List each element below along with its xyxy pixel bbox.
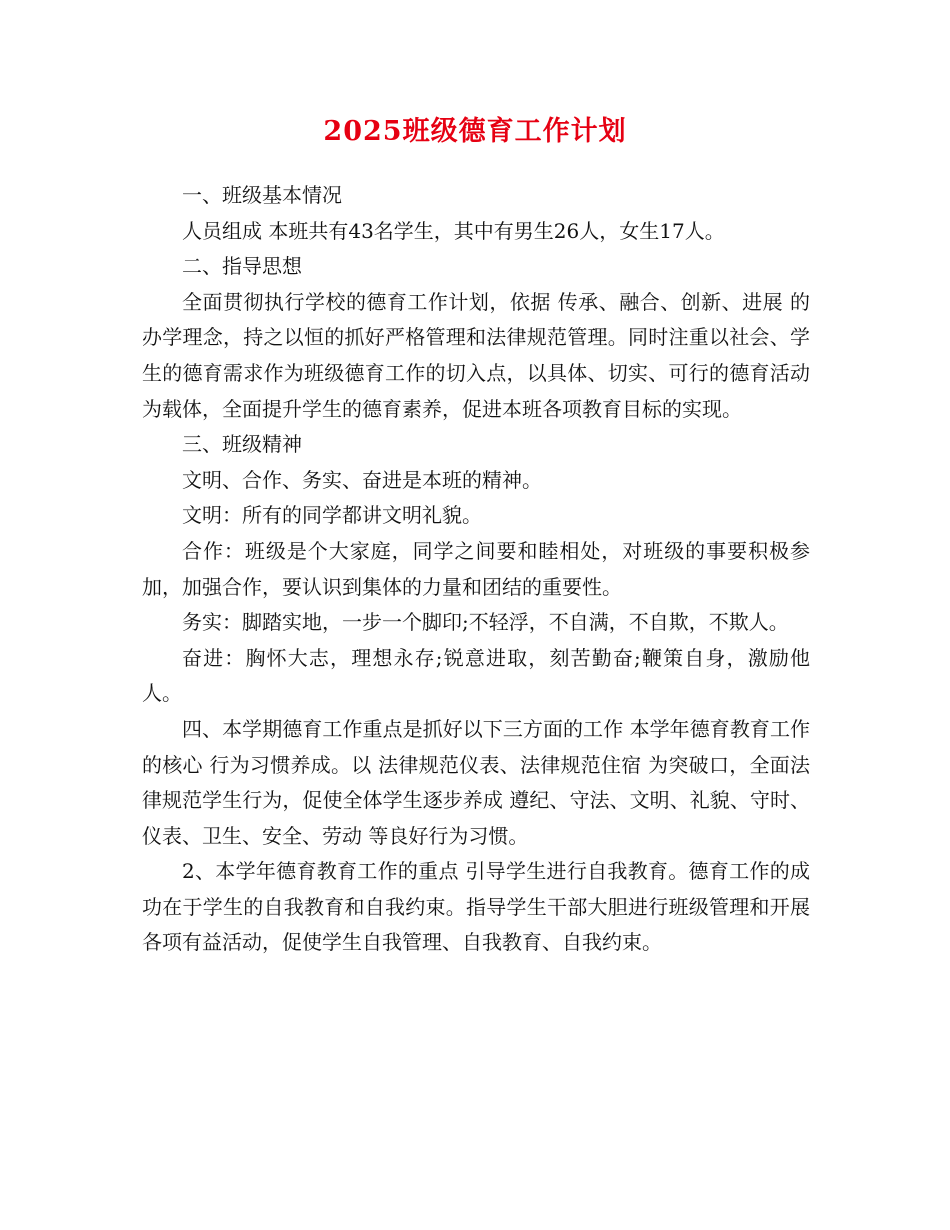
- paragraph-class-spirit: 文明、合作、务实、奋进是本班的精神。: [182, 467, 542, 492]
- paragraph-cooperation: 合作：班级是个大家庭，同学之间要和睦相处，对班级的事要积极参加，加强合作，要认识到集体的力量和团结的重要性。: [142, 538, 810, 599]
- section-heading-guiding-thought: 二、指导思想: [182, 254, 302, 279]
- paragraph-semester-focus: 四、本学期德育工作重点是抓好以下三方面的工作 本学年德育教育工作的核心 行为习惯养成。以 法律规范仪表、法律规范住宿 为突破口，全面法律规范学生行为，促使全体学生逐步养成 遵纪、守法、文明、礼貌、守时、仪表、卫生、安全、劳动 等良好行为习惯。: [142, 716, 810, 848]
- section-heading-class-spirit: 三、班级精神: [182, 432, 302, 457]
- paragraph-guiding-thought: 全面贯彻执行学校的德育工作计划，依据 传承、融合、创新、进展 的办学理念，持之以恒的抓好严格管理和法律规范管理。同时注重以社会、学生的德育需求作为班级德育工作的切入点，以具体、切实、可行的德育活动为载体，全面提升学生的德育素养，促进本班各项教育目标的实现。: [142, 289, 810, 421]
- paragraph-class-composition: 人员组成 本班共有43名学生，其中有男生26人，女生17人。: [182, 218, 725, 243]
- document-title: 2025班级德育工作计划: [323, 116, 627, 147]
- section-heading-basic-info: 一、班级基本情况: [182, 183, 342, 207]
- document-body: [142, 178, 810, 961]
- paragraph-pragmatism: 务实：脚踏实地，一步一个脚印;不轻浮，不自满，不自欺，不欺人。: [182, 610, 789, 635]
- paragraph-civility: 文明：所有的同学都讲文明礼貌。: [182, 503, 482, 528]
- paragraph-self-education: 2、本学年德育教育工作的重点 引导学生进行自我教育。德育工作的成功在于学生的自我教育和自我约束。指导学生干部大胆进行班级管理和开展各项有益活动，促使学生自我管理、自我教育、自我约束。: [142, 859, 810, 955]
- paragraph-striving: 奋进：胸怀大志，理想永存;锐意进取，刻苦勤奋;鞭策自身，激励他人。: [142, 645, 810, 706]
